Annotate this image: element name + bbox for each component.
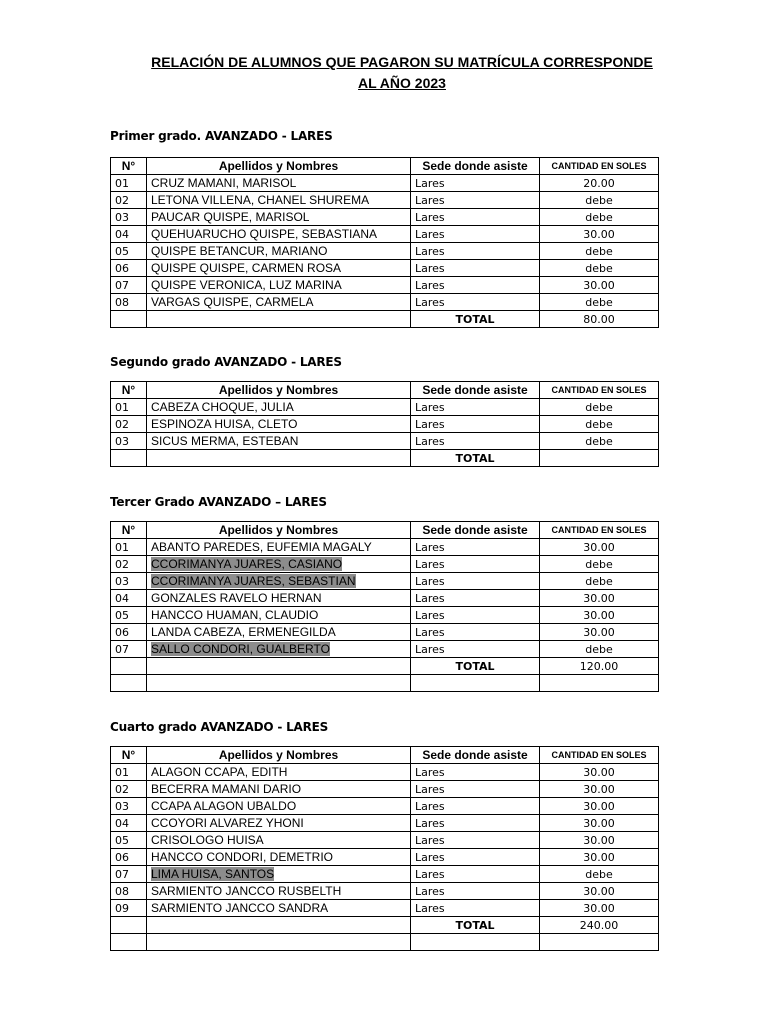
total-row — [111, 311, 659, 328]
empty-cell — [147, 450, 411, 467]
row-number: 04 — [111, 815, 147, 832]
student-name-cell — [147, 243, 411, 260]
student-name: LIMA HUISA, SANTOS — [151, 866, 275, 881]
student-name: LANDA CABEZA, ERMENEGILDA — [151, 624, 336, 639]
table-row — [111, 798, 659, 815]
row-number: 04 — [111, 226, 147, 243]
student-name: CABEZA CHOQUE, JULIA — [151, 399, 294, 414]
student-name: SARMIENTO JANCCO SANDRA — [151, 900, 329, 915]
student-name: CCORIMANYA JUARES, SEBASTIAN — [151, 573, 356, 588]
sede-cell: Lares — [411, 433, 540, 450]
row-number: 07 — [111, 277, 147, 294]
sede-cell: Lares — [411, 294, 540, 311]
section-title: Tercer Grado AVANZADO – LARES — [110, 495, 327, 509]
header-name: Apellidos y Nombres — [147, 382, 411, 399]
student-name: CCAPA ALAGON UBALDO — [151, 798, 297, 813]
table-row — [111, 900, 659, 917]
sede-cell: Lares — [411, 866, 540, 883]
amount-cell: debe — [540, 866, 659, 883]
section-title: Cuarto grado AVANZADO - LARES — [110, 720, 329, 734]
section-title: Primer grado. AVANZADO - LARES — [110, 129, 333, 143]
amount-cell: debe — [540, 209, 659, 226]
sede-cell: Lares — [411, 192, 540, 209]
header-cantidad: CANTIDAD EN SOLES — [540, 747, 659, 764]
student-name-cell — [147, 607, 411, 624]
header-cantidad: CANTIDAD EN SOLES — [540, 382, 659, 399]
table-header-row — [111, 522, 659, 539]
table-row — [111, 226, 659, 243]
sede-cell: Lares — [411, 832, 540, 849]
header-name: Apellidos y Nombres — [147, 747, 411, 764]
empty-cell — [147, 934, 411, 951]
row-number: 05 — [111, 832, 147, 849]
sede-cell: Lares — [411, 883, 540, 900]
total-row — [111, 917, 659, 934]
header-cantidad: CANTIDAD EN SOLES — [540, 522, 659, 539]
row-number: 03 — [111, 798, 147, 815]
student-name: QUISPE BETANCUR, MARIANO — [151, 243, 328, 258]
table-row — [111, 849, 659, 866]
section-title: Segundo grado AVANZADO - LARES — [110, 355, 342, 369]
table-row — [111, 556, 659, 573]
student-name-cell — [147, 866, 411, 883]
student-name: ABANTO PAREDES, EUFEMIA MAGALY — [151, 539, 372, 554]
header-sede: Sede donde asiste — [411, 747, 540, 764]
student-name: CRISOLOGO HUISA — [151, 832, 264, 847]
student-name-cell — [147, 209, 411, 226]
student-name: QUISPE QUISPE, CARMEN ROSA — [151, 260, 342, 275]
amount-cell: 20.00 — [540, 175, 659, 192]
table-header-row — [111, 747, 659, 764]
row-number: 01 — [111, 539, 147, 556]
amount-cell: debe — [540, 243, 659, 260]
sede-cell: Lares — [411, 607, 540, 624]
total-label: TOTAL — [411, 658, 540, 675]
student-name: PAUCAR QUISPE, MARISOL — [151, 209, 310, 224]
sede-cell: Lares — [411, 573, 540, 590]
amount-cell: debe — [540, 294, 659, 311]
total-row — [111, 450, 659, 467]
row-number: 06 — [111, 260, 147, 277]
student-name-cell — [147, 764, 411, 781]
student-name: SICUS MERMA, ESTEBAN — [151, 433, 299, 448]
row-number: 06 — [111, 624, 147, 641]
row-number: 03 — [111, 433, 147, 450]
sede-cell: Lares — [411, 226, 540, 243]
row-number: 08 — [111, 883, 147, 900]
sede-cell: Lares — [411, 175, 540, 192]
empty-row — [111, 934, 659, 951]
table-header-row — [111, 158, 659, 175]
amount-cell: debe — [540, 399, 659, 416]
total-amount: 240.00 — [540, 917, 659, 934]
document-title-line2: AL AÑO 2023 — [358, 75, 446, 91]
table-row — [111, 607, 659, 624]
header-sede: Sede donde asiste — [411, 382, 540, 399]
sede-cell: Lares — [411, 590, 540, 607]
empty-cell — [111, 917, 147, 934]
empty-cell — [540, 675, 659, 692]
sede-cell: Lares — [411, 764, 540, 781]
student-name: HANCCO HUAMAN, CLAUDIO — [151, 607, 319, 622]
amount-cell: debe — [540, 260, 659, 277]
student-name: LETONA VILLENA, CHANEL SHUREMA — [151, 192, 370, 207]
row-number: 05 — [111, 243, 147, 260]
table-row — [111, 781, 659, 798]
empty-cell — [147, 658, 411, 675]
sede-cell: Lares — [411, 849, 540, 866]
student-name-cell — [147, 573, 411, 590]
student-name: CCOYORI ALVAREZ YHONI — [151, 815, 304, 830]
amount-cell: debe — [540, 556, 659, 573]
row-number: 01 — [111, 175, 147, 192]
student-name-cell — [147, 260, 411, 277]
row-number: 02 — [111, 781, 147, 798]
table-row — [111, 209, 659, 226]
empty-cell — [540, 934, 659, 951]
student-name-cell — [147, 641, 411, 658]
table-row — [111, 294, 659, 311]
student-name: QUISPE VERONICA, LUZ MARINA — [151, 277, 342, 292]
row-number: 04 — [111, 590, 147, 607]
header-name: Apellidos y Nombres — [147, 158, 411, 175]
amount-cell: debe — [540, 192, 659, 209]
row-number: 06 — [111, 849, 147, 866]
sede-cell: Lares — [411, 243, 540, 260]
sede-cell: Lares — [411, 277, 540, 294]
row-number: 07 — [111, 641, 147, 658]
student-name: SARMIENTO JANCCO RUSBELTH — [151, 883, 342, 898]
student-name-cell — [147, 175, 411, 192]
row-number: 08 — [111, 294, 147, 311]
empty-cell — [111, 450, 147, 467]
document-title-line1: RELACIÓN DE ALUMNOS QUE PAGARON SU MATRÍCULA CORRESPONDE — [151, 54, 653, 70]
student-name: GONZALES RAVELO HERNAN — [151, 590, 322, 605]
student-name: ALAGON CCAPA, EDITH — [151, 764, 288, 779]
table-row — [111, 883, 659, 900]
table-row — [111, 192, 659, 209]
header-num: N° — [111, 158, 147, 175]
student-name-cell — [147, 539, 411, 556]
amount-cell: 30.00 — [540, 815, 659, 832]
table-row — [111, 277, 659, 294]
student-name: HANCCO CONDORI, DEMETRIO — [151, 849, 334, 864]
amount-cell: 30.00 — [540, 624, 659, 641]
amount-cell: 30.00 — [540, 590, 659, 607]
student-name-cell — [147, 798, 411, 815]
header-sede: Sede donde asiste — [411, 158, 540, 175]
amount-cell: 30.00 — [540, 832, 659, 849]
student-name-cell — [147, 277, 411, 294]
row-number: 02 — [111, 192, 147, 209]
sede-cell: Lares — [411, 260, 540, 277]
header-cantidad: CANTIDAD EN SOLES — [540, 158, 659, 175]
student-name-cell — [147, 849, 411, 866]
header-name: Apellidos y Nombres — [147, 522, 411, 539]
table-row — [111, 175, 659, 192]
total-label: TOTAL — [411, 917, 540, 934]
table-row — [111, 590, 659, 607]
table-row — [111, 416, 659, 433]
row-number: 03 — [111, 209, 147, 226]
empty-row — [111, 675, 659, 692]
amount-cell: debe — [540, 416, 659, 433]
student-name-cell — [147, 192, 411, 209]
empty-cell — [111, 934, 147, 951]
sede-cell: Lares — [411, 539, 540, 556]
empty-cell — [411, 675, 540, 692]
amount-cell: 30.00 — [540, 607, 659, 624]
student-name-cell — [147, 399, 411, 416]
row-number: 01 — [111, 764, 147, 781]
empty-cell — [411, 934, 540, 951]
amount-cell: debe — [540, 433, 659, 450]
table-row — [111, 866, 659, 883]
empty-cell — [111, 675, 147, 692]
amount-cell: 30.00 — [540, 883, 659, 900]
empty-cell — [147, 917, 411, 934]
student-name-cell — [147, 226, 411, 243]
student-name: VARGAS QUISPE, CARMELA — [151, 294, 314, 309]
total-amount: 120.00 — [540, 658, 659, 675]
sede-cell: Lares — [411, 798, 540, 815]
student-name-cell — [147, 294, 411, 311]
total-label: TOTAL — [411, 311, 540, 328]
sede-cell: Lares — [411, 416, 540, 433]
empty-cell — [147, 675, 411, 692]
header-sede: Sede donde asiste — [411, 522, 540, 539]
student-name-cell — [147, 590, 411, 607]
amount-cell: 30.00 — [540, 798, 659, 815]
header-num: N° — [111, 747, 147, 764]
table-row — [111, 815, 659, 832]
amount-cell: debe — [540, 573, 659, 590]
student-name-cell — [147, 433, 411, 450]
student-name: BECERRA MAMANI DARIO — [151, 781, 302, 796]
total-label: TOTAL — [411, 450, 540, 467]
sede-cell: Lares — [411, 900, 540, 917]
empty-cell — [111, 311, 147, 328]
header-num: N° — [111, 522, 147, 539]
payment-table — [110, 381, 659, 467]
amount-cell: 30.00 — [540, 539, 659, 556]
student-name: QUEHUARUCHO QUISPE, SEBASTIANA — [151, 226, 378, 241]
table-row — [111, 399, 659, 416]
table-row — [111, 539, 659, 556]
row-number: 02 — [111, 416, 147, 433]
sede-cell: Lares — [411, 641, 540, 658]
student-name-cell — [147, 900, 411, 917]
student-name-cell — [147, 556, 411, 573]
total-amount: 80.00 — [540, 311, 659, 328]
table-row — [111, 624, 659, 641]
table-row — [111, 832, 659, 849]
sede-cell: Lares — [411, 815, 540, 832]
sede-cell: Lares — [411, 624, 540, 641]
student-name-cell — [147, 883, 411, 900]
row-number: 02 — [111, 556, 147, 573]
amount-cell: 30.00 — [540, 781, 659, 798]
row-number: 05 — [111, 607, 147, 624]
student-name: CRUZ MAMANI, MARISOL — [151, 175, 297, 190]
student-name-cell — [147, 416, 411, 433]
student-name-cell — [147, 781, 411, 798]
student-name: SALLO CONDORI, GUALBERTO — [151, 641, 330, 656]
table-row — [111, 433, 659, 450]
table-row — [111, 573, 659, 590]
total-amount — [540, 450, 659, 467]
amount-cell: debe — [540, 641, 659, 658]
table-row — [111, 243, 659, 260]
payment-table — [110, 521, 659, 692]
student-name: ESPINOZA HUISA, CLETO — [151, 416, 298, 431]
table-row — [111, 260, 659, 277]
row-number: 07 — [111, 866, 147, 883]
amount-cell: 30.00 — [540, 226, 659, 243]
table-row — [111, 641, 659, 658]
payment-table — [110, 157, 659, 328]
payment-table — [110, 746, 659, 951]
row-number: 09 — [111, 900, 147, 917]
student-name-cell — [147, 624, 411, 641]
student-name-cell — [147, 832, 411, 849]
student-name: CCORIMANYA JUARES, CASIANO — [151, 556, 343, 571]
sede-cell: Lares — [411, 209, 540, 226]
sede-cell: Lares — [411, 556, 540, 573]
header-num: N° — [111, 382, 147, 399]
empty-cell — [111, 658, 147, 675]
amount-cell: 30.00 — [540, 849, 659, 866]
total-row — [111, 658, 659, 675]
amount-cell: 30.00 — [540, 764, 659, 781]
amount-cell: 30.00 — [540, 900, 659, 917]
row-number: 03 — [111, 573, 147, 590]
amount-cell: 30.00 — [540, 277, 659, 294]
table-row — [111, 764, 659, 781]
sede-cell: Lares — [411, 399, 540, 416]
student-name-cell — [147, 815, 411, 832]
sede-cell: Lares — [411, 781, 540, 798]
table-header-row — [111, 382, 659, 399]
empty-cell — [147, 311, 411, 328]
row-number: 01 — [111, 399, 147, 416]
